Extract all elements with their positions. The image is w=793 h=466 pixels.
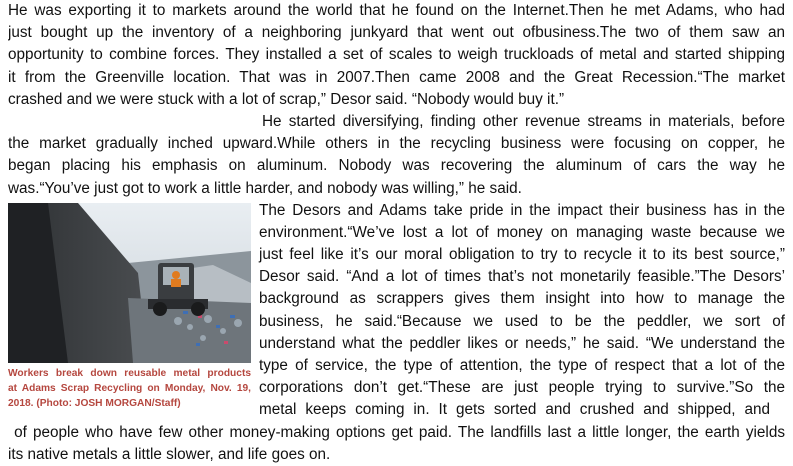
caption-line: 2018. (Photo: JOSH MORGAN/Staff) xyxy=(8,398,181,410)
caption-line: Workers break down reusable metal products xyxy=(8,368,251,379)
article-line: its native metals a little slower, and life goes on. xyxy=(8,445,331,463)
article-figure xyxy=(8,203,251,412)
article-line: type of service, the type of attention, the type of respect that a lot of the xyxy=(259,357,785,374)
article-line: the market gradually inched upward.While others in the recycling business were focusing on copper, he xyxy=(8,135,785,153)
article-line: The Desors and Adams take pride in the impact their business has in the xyxy=(259,201,785,219)
article-line: He started diversifying, finding other revenue streams in materials, before xyxy=(262,112,785,130)
article-line: just bought up the inventory of a neighboring junkyard that went out ofbusiness.The two of them saw an xyxy=(8,24,785,42)
scrapyard-photo xyxy=(8,203,251,363)
article-line: environment.“We’ve lost a lot of money on managing waste because we xyxy=(259,223,785,241)
article-line: business, he said.“Because we used to be the peddler, we sort of xyxy=(259,312,785,330)
article-line: understand what the peddler likes or needs,” he said. “We understand the xyxy=(259,334,785,352)
article-line: just feel like it’s our moral obligation to try to recycle it to its best source,” xyxy=(259,246,785,264)
article-line: it from the Greenville location. That was in 2007.Then came 2008 and the Great Recession.“The market xyxy=(8,68,785,86)
article-line: background as scrappers gives them insight into how to manage the xyxy=(259,290,785,308)
photo-caption xyxy=(8,366,251,412)
article-line: opportunity to combine forces. They installed a set of scales to weigh truckloads of metal and started shipping xyxy=(8,46,785,64)
article-line: metal keeps coming in. It gets sorted and crushed and shipped, and xyxy=(259,401,770,419)
article-line: crashed and we were stuck with a lot of scrap,” Desor said. “Nobody would buy it.” xyxy=(8,90,565,108)
article-line: He was exporting it to markets around the world that he found on the Internet.Then he met Adams, who had xyxy=(8,2,785,19)
article-line: began placing his emphasis on aluminum. Nobody was recovering the aluminum of cars the way he xyxy=(8,157,785,175)
article-line: of people who have few other money-making options get paid. The landfills last a little longer, the earth yields xyxy=(8,423,785,441)
article-line: was.“You’ve just got to work a little harder, and nobody was willing,” he said. xyxy=(8,179,522,197)
article-line: corporations don’t get.“These are just people trying to survive.”So the xyxy=(259,379,785,397)
article-line: Desor said. “And a lot of times that’s not monetarily feasible.”The Desors’ xyxy=(259,268,785,286)
caption-line: at Adams Scrap Recycling on Monday, Nov. 19, xyxy=(8,383,251,395)
